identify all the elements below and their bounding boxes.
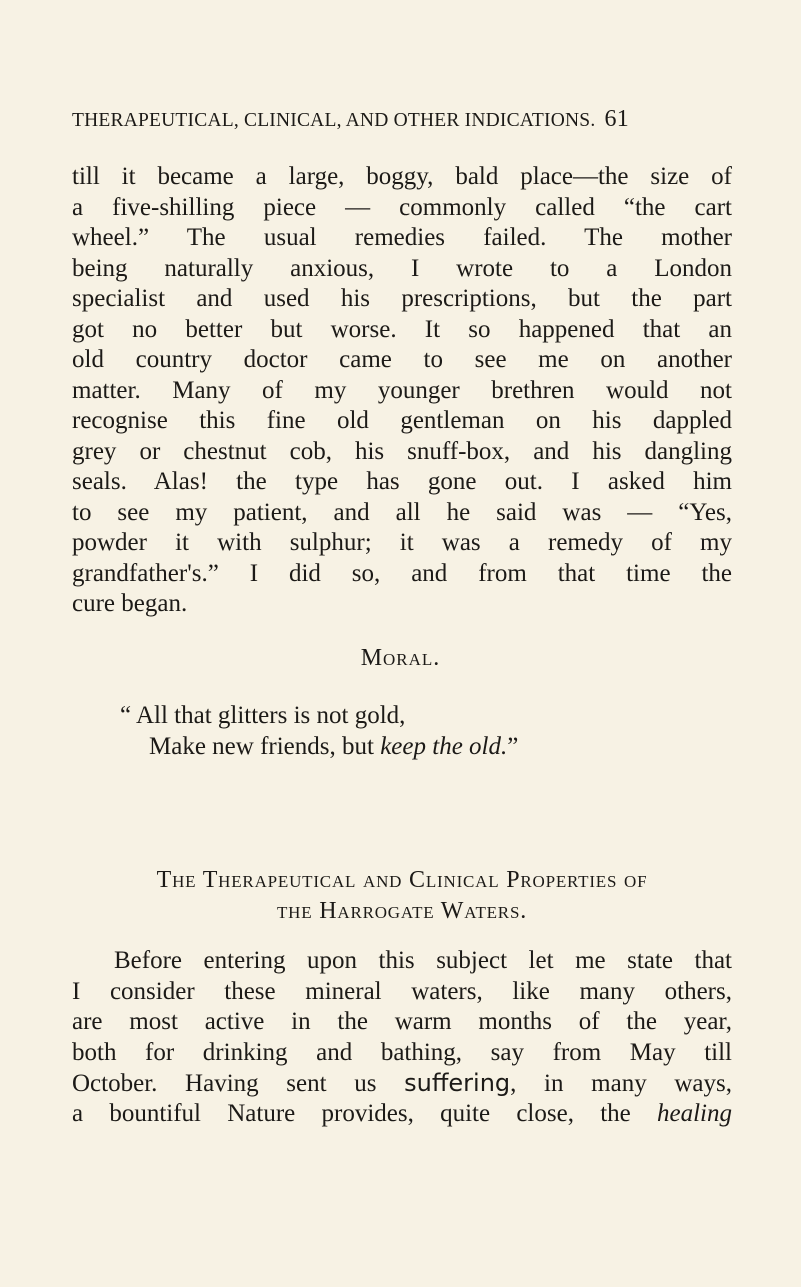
text-line: cure began. <box>72 590 188 617</box>
text-line: to see my patient, and all he said was — “Yes, <box>72 498 732 526</box>
text-line: I consider these mineral waters, like many others, <box>72 977 732 1005</box>
text-line: a five-shilling piece — commonly called “the cart <box>72 193 732 221</box>
verse-line-1: “ All that glitters is not gold, <box>120 702 406 729</box>
text-line: Before entering upon this subject let me state that <box>114 947 732 974</box>
text-line: recognise this fine old gentleman on his dappled <box>72 407 732 434</box>
text-fragment: , in many ways, <box>510 1070 732 1097</box>
moral-heading: Moral. <box>360 645 441 671</box>
text-line: are most active in the warm months of the year, <box>72 1008 732 1035</box>
text-line: till it became a large, boggy, bald place—the size of <box>72 163 732 190</box>
healing-word: healing <box>657 1099 732 1127</box>
text-line: old country doctor came to see me on another <box>72 346 732 373</box>
text-line: both for drinking and bathing, say from May till <box>72 1038 732 1066</box>
text-fragment: October. Having sent us <box>72 1070 405 1097</box>
section-heading-line-1: The Therapeutical and Clinical Properties of <box>156 867 648 893</box>
text-line: grandfather's.” I did so, and from that time the <box>72 559 732 587</box>
suffering-word: suffering <box>404 1069 511 1097</box>
paragraph-2 <box>72 946 732 1129</box>
text-line: matter. Many of my younger brethren would not <box>72 376 732 404</box>
verse-line-2-text: Make new friends, but <box>149 733 381 760</box>
page-number: 61 <box>604 106 629 132</box>
text-line: powder it with sulphur; it was a remedy of my <box>72 529 732 556</box>
running-title: THERAPEUTICAL, CLINICAL, AND OTHER INDICATIONS. <box>72 110 596 131</box>
section-heading-line-2: the Harrogate Waters. <box>276 898 528 924</box>
text-line: seals. Alas! the type has gone out. I asked him <box>72 468 732 495</box>
verse-line-2-italic: keep the old. <box>380 733 508 760</box>
moral-verse <box>120 700 680 762</box>
verse-line-2-close: ” <box>507 733 519 760</box>
text-line: specialist and used his prescriptions, but the part <box>72 285 732 312</box>
section-heading <box>72 865 732 927</box>
text-line-with-emphasis <box>72 1068 732 1099</box>
paragraph-1 <box>72 162 732 620</box>
text-line: being naturally anxious, I wrote to a London <box>72 254 732 282</box>
running-head <box>72 106 732 133</box>
text-line: got no better but worse. It so happened that an <box>72 315 732 343</box>
verse-line-2 <box>120 731 680 762</box>
text-fragment: a bountiful Nature provides, quite close, the <box>72 1099 657 1127</box>
text-line: wheel.” The usual remedies failed. The mother <box>72 224 732 251</box>
text-line-with-emphasis <box>72 1099 732 1130</box>
text-line: grey or chestnut cob, his snuff-box, and his dangling <box>72 437 732 465</box>
